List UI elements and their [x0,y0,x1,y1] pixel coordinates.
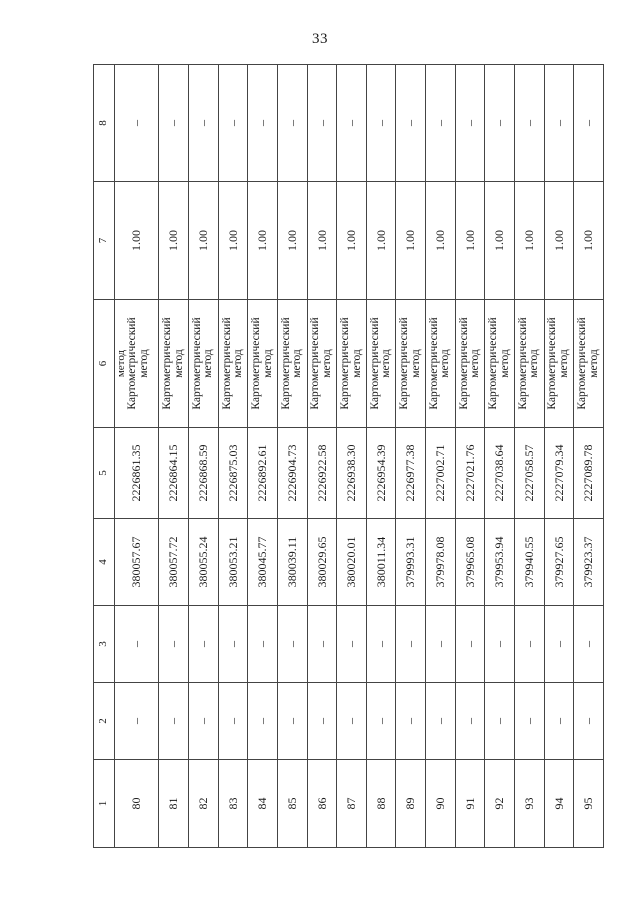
point-number-cell: 80 [115,760,159,848]
accuracy-cell: 1.00 [159,182,189,300]
y-coordinate-cell: 2226904.73 [277,428,307,519]
method-cell [396,300,426,428]
column-8-cell: – [307,65,337,182]
method-name-text: Картометрический [427,317,440,410]
column-8-cell: – [574,65,604,182]
table-row [426,65,456,848]
y-coordinate-cell: 2226977.38 [396,428,426,519]
point-number-cell: 84 [248,760,278,848]
column-8-cell: – [115,65,159,182]
header-cell: 2 [94,683,115,760]
method-word-text: метод [587,349,600,378]
column-2-cell: – [574,683,604,760]
accuracy-cell: 1.00 [218,182,248,300]
x-coordinate-cell: 380057.67 [115,519,159,606]
table-row [396,65,426,848]
y-coordinate-cell: 2226922.58 [307,428,337,519]
x-coordinate-cell: 379978.08 [426,519,456,606]
column-2-cell: – [396,683,426,760]
method-name-text: Картометрический [368,317,381,410]
method-word-text: метод [557,349,570,378]
method-word-text: метод [202,349,215,378]
y-coordinate-cell: 2226861.35 [115,428,159,519]
point-number-cell: 85 [277,760,307,848]
point-number-cell: 92 [485,760,515,848]
method-name-text: Картометрический [309,317,322,410]
x-coordinate-cell: 380020.01 [337,519,367,606]
column-3-cell: – [337,606,367,683]
method-word-text: метод [350,349,363,378]
x-coordinate-cell: 379927.65 [544,519,574,606]
method-cell [189,300,219,428]
coordinates-table [93,64,604,848]
column-3-cell: – [426,606,456,683]
table-row [514,65,544,848]
method-cell [218,300,248,428]
column-3-cell: – [307,606,337,683]
point-number-cell: 94 [544,760,574,848]
point-number-cell: 87 [337,760,367,848]
accuracy-cell: 1.00 [426,182,456,300]
table-row [248,65,278,848]
header-cell: 1 [94,760,115,848]
point-number-cell: 90 [426,760,456,848]
method-cell [277,300,307,428]
method-name-text: Картометрический [279,317,292,410]
point-number-cell: 95 [574,760,604,848]
x-coordinate-cell: 380055.24 [189,519,219,606]
column-3-cell: – [396,606,426,683]
point-number-cell: 88 [366,760,396,848]
method-cell [307,300,337,428]
y-coordinate-cell: 2226938.30 [337,428,367,519]
column-8-cell: – [218,65,248,182]
header-cell: 3 [94,606,115,683]
column-2-cell: – [115,683,159,760]
column-2-cell: – [514,683,544,760]
method-cell [115,300,159,428]
method-cell [485,300,515,428]
method-word-text: метод [261,349,274,378]
column-3-cell: – [159,606,189,683]
point-number-cell: 86 [307,760,337,848]
method-name-text: Картометрический [190,317,203,410]
header-cell: 5 [94,428,115,519]
column-8-cell: – [514,65,544,182]
method-cell [455,300,485,428]
table-row [485,65,515,848]
column-2-cell: – [544,683,574,760]
accuracy-cell: 1.00 [396,182,426,300]
header-cell: 8 [94,65,115,182]
method-cell [337,300,367,428]
accuracy-cell: 1.00 [337,182,367,300]
column-3-cell: – [277,606,307,683]
table-row [455,65,485,848]
x-coordinate-cell: 380045.77 [248,519,278,606]
column-3-cell: – [218,606,248,683]
accuracy-cell: 1.00 [544,182,574,300]
x-coordinate-cell: 379940.55 [514,519,544,606]
column-8-cell: – [248,65,278,182]
point-number-cell: 89 [396,760,426,848]
column-3-cell: – [455,606,485,683]
column-2-cell: – [248,683,278,760]
method-cell [544,300,574,428]
column-3-cell: – [574,606,604,683]
table-row [189,65,219,848]
accuracy-cell: 1.00 [277,182,307,300]
column-3-cell: – [544,606,574,683]
y-coordinate-cell: 2226892.61 [248,428,278,519]
x-coordinate-cell: 380011.34 [366,519,396,606]
column-2-cell: – [426,683,456,760]
column-8-cell: – [396,65,426,182]
accuracy-cell: 1.00 [455,182,485,300]
y-coordinate-cell: 2226954.39 [366,428,396,519]
method-name-text: Картометрический [546,317,559,410]
point-number-cell: 91 [455,760,485,848]
y-coordinate-cell: 2226875.03 [218,428,248,519]
x-coordinate-cell: 379953.94 [485,519,515,606]
method-name-text: Картометрический [487,317,500,410]
method-word-text: метод [469,349,482,378]
coordinates-table-container [93,65,604,848]
x-coordinate-cell: 379965.08 [455,519,485,606]
table-row [218,65,248,848]
header-cell: 7 [94,182,115,300]
header-cell: 6 [94,300,115,428]
method-cell [514,300,544,428]
x-coordinate-cell: 380029.65 [307,519,337,606]
point-number-cell: 93 [514,760,544,848]
method-name-text: Картометрический [516,317,529,410]
column-2-cell: – [455,683,485,760]
method-word-text: метод [172,349,185,378]
column-2-cell: – [485,683,515,760]
y-coordinate-cell: 2227089.78 [574,428,604,519]
method-cell [159,300,189,428]
column-8-cell: – [277,65,307,182]
x-coordinate-cell: 379923.37 [574,519,604,606]
accuracy-cell: 1.00 [366,182,396,300]
method-word-text: метод [137,349,150,378]
column-3-cell: – [485,606,515,683]
method-cell [248,300,278,428]
table-row [574,65,604,848]
method-name-text: Картометрический [457,317,470,410]
method-cell [366,300,396,428]
column-2-cell: – [159,683,189,760]
column-8-cell: – [337,65,367,182]
y-coordinate-cell: 2227038.64 [485,428,515,519]
column-3-cell: – [248,606,278,683]
accuracy-cell: 1.00 [248,182,278,300]
column-3-cell: – [514,606,544,683]
y-coordinate-cell: 2227079.34 [544,428,574,519]
method-cell [426,300,456,428]
header-cell: 4 [94,519,115,606]
y-coordinate-cell: 2226864.15 [159,428,189,519]
point-number-cell: 83 [218,760,248,848]
table-row [544,65,574,848]
method-name-text: Картометрический [576,317,589,410]
column-8-cell: – [189,65,219,182]
method-word-text: метод [498,349,511,378]
column-2-cell: – [218,683,248,760]
point-number-cell: 81 [159,760,189,848]
method-word-text: метод [291,349,304,378]
y-coordinate-cell: 2227058.57 [514,428,544,519]
rotated-table [93,65,604,848]
table-row [115,65,159,848]
point-number-cell: 82 [189,760,219,848]
x-coordinate-cell: 380053.21 [218,519,248,606]
method-word-text: метод [528,349,541,378]
method-name-text: Картометрический [161,317,174,410]
method-name-text: Картометрический [250,317,263,410]
table-body [94,65,604,848]
column-2-cell: – [277,683,307,760]
column-8-cell: – [485,65,515,182]
table-row [277,65,307,848]
accuracy-cell: 1.00 [574,182,604,300]
column-8-cell: – [455,65,485,182]
y-coordinate-cell: 2227021.76 [455,428,485,519]
column-8-cell: – [426,65,456,182]
column-8-cell: – [159,65,189,182]
accuracy-cell: 1.00 [514,182,544,300]
header-row [94,65,115,848]
column-2-cell: – [189,683,219,760]
y-coordinate-cell: 2226868.59 [189,428,219,519]
method-word-text: метод [320,349,333,378]
accuracy-cell: 1.00 [115,182,159,300]
table-row [307,65,337,848]
x-coordinate-cell: 380039.11 [277,519,307,606]
method-name-text: Картометрический [398,317,411,410]
table-row [366,65,396,848]
method-name-text: Картометрический [126,317,138,410]
column-8-cell: – [366,65,396,182]
column-2-cell: – [366,683,396,760]
x-coordinate-cell: 380057.72 [159,519,189,606]
column-3-cell: – [189,606,219,683]
method-word-text: метод [380,349,393,378]
method-word-text: метод [232,349,245,378]
column-8-cell: – [544,65,574,182]
accuracy-cell: 1.00 [189,182,219,300]
column-2-cell: – [337,683,367,760]
method-word-text: метод [409,349,422,378]
method-word-text: метод [439,349,452,378]
accuracy-cell: 1.00 [307,182,337,300]
table-row [337,65,367,848]
method-prefix-text: метод [115,349,127,378]
page-number: 33 [312,31,328,47]
accuracy-cell: 1.00 [485,182,515,300]
method-cell [574,300,604,428]
column-2-cell: – [307,683,337,760]
column-3-cell: – [366,606,396,683]
column-3-cell: – [115,606,159,683]
table-row [159,65,189,848]
method-name-text: Картометрический [220,317,233,410]
x-coordinate-cell: 379993.31 [396,519,426,606]
method-name-text: Картометрический [339,317,352,410]
y-coordinate-cell: 2227002.71 [426,428,456,519]
